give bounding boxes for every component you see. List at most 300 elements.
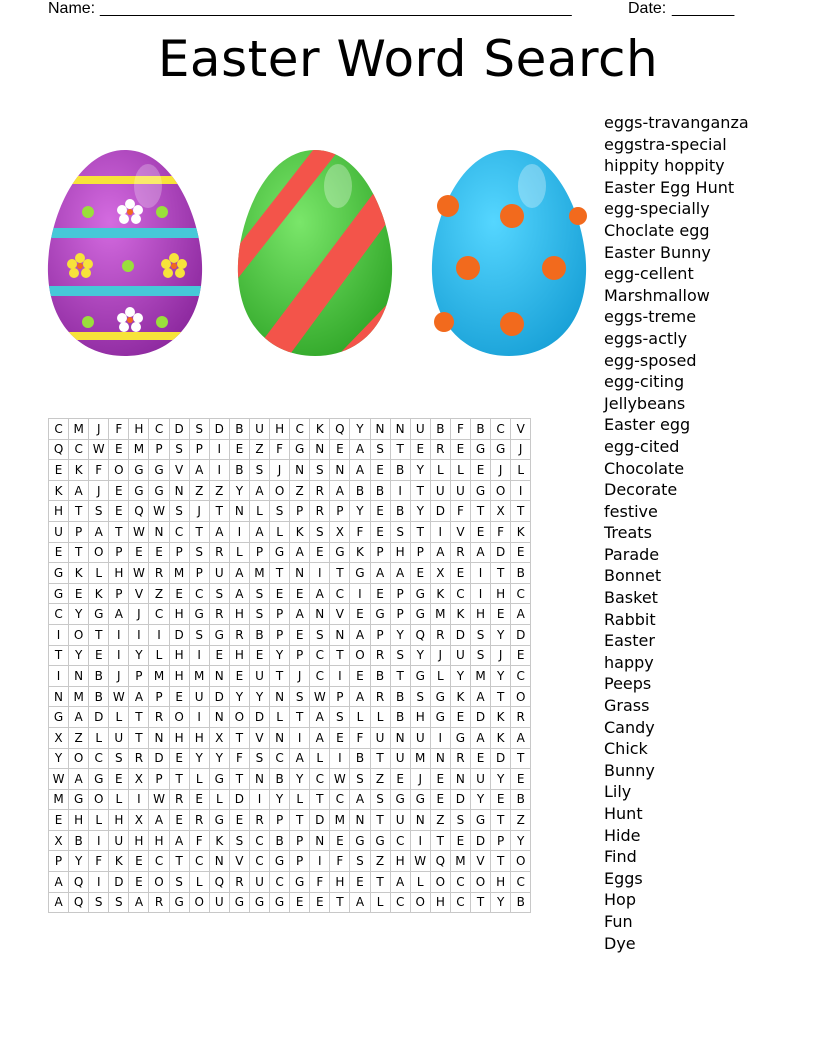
grid-cell[interactable]: K <box>49 480 69 501</box>
grid-cell[interactable]: M <box>330 810 350 831</box>
grid-cell[interactable]: D <box>89 707 109 728</box>
grid-cell[interactable]: E <box>330 439 350 460</box>
grid-cell[interactable]: E <box>129 542 149 563</box>
grid-cell[interactable]: O <box>410 892 430 913</box>
grid-cell[interactable]: E <box>410 563 430 584</box>
grid-cell[interactable]: Q <box>69 892 89 913</box>
grid-cell[interactable]: T <box>511 748 531 769</box>
grid-cell[interactable]: O <box>109 460 129 481</box>
grid-cell[interactable]: E <box>109 769 129 790</box>
grid-cell[interactable]: N <box>310 604 330 625</box>
grid-cell[interactable]: R <box>450 748 470 769</box>
grid-cell[interactable]: B <box>270 769 290 790</box>
grid-cell[interactable]: V <box>470 851 490 872</box>
grid-cell[interactable]: D <box>169 419 189 440</box>
grid-cell[interactable]: P <box>270 810 290 831</box>
grid-cell[interactable]: D <box>450 789 470 810</box>
grid-cell[interactable]: J <box>270 460 290 481</box>
grid-cell[interactable]: T <box>370 872 390 893</box>
grid-cell[interactable]: S <box>290 686 310 707</box>
grid-cell[interactable]: A <box>249 480 269 501</box>
grid-cell[interactable]: E <box>69 583 89 604</box>
grid-cell[interactable]: E <box>310 892 330 913</box>
grid-cell[interactable]: L <box>109 789 129 810</box>
grid-cell[interactable]: E <box>270 583 290 604</box>
grid-cell[interactable]: G <box>330 542 350 563</box>
grid-cell[interactable]: N <box>310 830 330 851</box>
grid-cell[interactable]: N <box>249 769 269 790</box>
grid-cell[interactable]: I <box>390 480 410 501</box>
grid-cell[interactable]: H <box>49 501 69 522</box>
grid-cell[interactable]: M <box>49 789 69 810</box>
grid-cell[interactable]: G <box>450 727 470 748</box>
grid-cell[interactable]: Y <box>350 501 370 522</box>
grid-cell[interactable]: H <box>330 872 350 893</box>
grid-cell[interactable]: N <box>49 686 69 707</box>
grid-cell[interactable]: Y <box>189 748 209 769</box>
grid-cell[interactable]: P <box>270 604 290 625</box>
grid-cell[interactable]: O <box>69 748 89 769</box>
grid-cell[interactable]: O <box>350 645 370 666</box>
grid-cell[interactable]: Y <box>69 645 89 666</box>
grid-cell[interactable]: D <box>470 707 490 728</box>
grid-cell[interactable]: E <box>370 521 390 542</box>
grid-cell[interactable]: G <box>350 830 370 851</box>
grid-cell[interactable]: P <box>69 521 89 542</box>
grid-cell[interactable]: G <box>249 892 269 913</box>
grid-cell[interactable]: H <box>169 604 189 625</box>
grid-cell[interactable]: M <box>69 686 89 707</box>
grid-cell[interactable]: R <box>209 604 229 625</box>
grid-cell[interactable]: I <box>430 521 450 542</box>
grid-cell[interactable]: C <box>450 892 470 913</box>
grid-cell[interactable]: K <box>290 521 310 542</box>
grid-cell[interactable]: I <box>209 460 229 481</box>
grid-cell[interactable]: F <box>229 748 249 769</box>
grid-cell[interactable]: W <box>149 789 169 810</box>
grid-cell[interactable]: E <box>290 892 310 913</box>
grid-cell[interactable]: L <box>450 460 470 481</box>
grid-cell[interactable]: R <box>149 707 169 728</box>
grid-cell[interactable]: T <box>390 666 410 687</box>
grid-cell[interactable]: V <box>330 604 350 625</box>
grid-cell[interactable]: S <box>350 769 370 790</box>
grid-cell[interactable]: A <box>470 542 490 563</box>
grid-cell[interactable]: Y <box>410 501 430 522</box>
grid-cell[interactable]: I <box>49 666 69 687</box>
grid-cell[interactable]: V <box>169 460 189 481</box>
grid-cell[interactable]: I <box>310 851 330 872</box>
grid-cell[interactable]: A <box>69 769 89 790</box>
grid-cell[interactable]: B <box>89 666 109 687</box>
grid-cell[interactable]: Y <box>209 748 229 769</box>
grid-cell[interactable]: L <box>511 460 531 481</box>
grid-cell[interactable]: G <box>129 480 149 501</box>
grid-cell[interactable]: D <box>310 810 330 831</box>
grid-cell[interactable]: S <box>169 872 189 893</box>
grid-cell[interactable]: E <box>511 769 531 790</box>
grid-cell[interactable]: E <box>470 460 490 481</box>
grid-cell[interactable]: K <box>109 851 129 872</box>
grid-cell[interactable]: G <box>149 460 169 481</box>
grid-cell[interactable]: A <box>350 789 370 810</box>
grid-cell[interactable]: E <box>169 748 189 769</box>
grid-cell[interactable]: N <box>450 769 470 790</box>
grid-cell[interactable]: C <box>330 789 350 810</box>
grid-cell[interactable]: T <box>109 521 129 542</box>
grid-cell[interactable]: N <box>330 460 350 481</box>
grid-cell[interactable]: A <box>209 521 229 542</box>
grid-cell[interactable]: D <box>491 748 511 769</box>
grid-cell[interactable]: E <box>430 789 450 810</box>
grid-cell[interactable]: E <box>511 645 531 666</box>
grid-cell[interactable]: Y <box>470 789 490 810</box>
grid-cell[interactable]: S <box>189 419 209 440</box>
grid-cell[interactable]: K <box>430 583 450 604</box>
grid-cell[interactable]: W <box>89 439 109 460</box>
grid-cell[interactable]: E <box>49 460 69 481</box>
grid-cell[interactable]: R <box>310 501 330 522</box>
grid-cell[interactable]: P <box>410 542 430 563</box>
grid-cell[interactable]: U <box>450 645 470 666</box>
grid-cell[interactable]: T <box>491 563 511 584</box>
grid-cell[interactable]: H <box>491 872 511 893</box>
grid-cell[interactable]: G <box>430 686 450 707</box>
grid-cell[interactable]: A <box>330 480 350 501</box>
grid-cell[interactable]: Y <box>270 789 290 810</box>
grid-cell[interactable]: A <box>310 707 330 728</box>
grid-cell[interactable]: J <box>290 666 310 687</box>
grid-cell[interactable]: T <box>89 624 109 645</box>
grid-cell[interactable]: K <box>69 563 89 584</box>
grid-cell[interactable]: E <box>89 645 109 666</box>
grid-cell[interactable]: P <box>49 851 69 872</box>
grid-cell[interactable]: O <box>270 480 290 501</box>
grid-cell[interactable]: P <box>149 686 169 707</box>
grid-cell[interactable]: C <box>330 583 350 604</box>
grid-cell[interactable]: G <box>430 707 450 728</box>
grid-cell[interactable]: H <box>109 810 129 831</box>
grid-cell[interactable]: P <box>290 851 310 872</box>
grid-cell[interactable]: Q <box>430 851 450 872</box>
grid-cell[interactable]: E <box>189 789 209 810</box>
grid-cell[interactable]: Z <box>209 480 229 501</box>
grid-cell[interactable]: U <box>49 521 69 542</box>
grid-cell[interactable]: G <box>491 439 511 460</box>
grid-cell[interactable]: N <box>410 810 430 831</box>
grid-cell[interactable]: G <box>470 480 490 501</box>
grid-cell[interactable]: T <box>511 501 531 522</box>
grid-cell[interactable]: C <box>270 748 290 769</box>
grid-cell[interactable]: P <box>129 666 149 687</box>
grid-cell[interactable]: C <box>310 645 330 666</box>
grid-cell[interactable]: B <box>511 789 531 810</box>
grid-cell[interactable]: T <box>209 501 229 522</box>
grid-cell[interactable]: B <box>370 480 390 501</box>
grid-cell[interactable]: C <box>511 666 531 687</box>
grid-cell[interactable]: X <box>491 501 511 522</box>
grid-cell[interactable]: P <box>491 830 511 851</box>
grid-cell[interactable]: I <box>290 727 310 748</box>
grid-cell[interactable]: E <box>511 542 531 563</box>
grid-cell[interactable]: H <box>109 563 129 584</box>
grid-cell[interactable]: A <box>430 542 450 563</box>
grid-cell[interactable]: U <box>209 563 229 584</box>
grid-cell[interactable]: T <box>69 501 89 522</box>
grid-cell[interactable]: Z <box>430 810 450 831</box>
grid-cell[interactable]: T <box>410 480 430 501</box>
grid-cell[interactable]: N <box>209 666 229 687</box>
grid-cell[interactable]: I <box>89 872 109 893</box>
grid-cell[interactable]: Y <box>129 645 149 666</box>
grid-cell[interactable]: Z <box>249 439 269 460</box>
grid-cell[interactable]: A <box>310 583 330 604</box>
grid-cell[interactable]: G <box>410 666 430 687</box>
grid-cell[interactable]: D <box>169 624 189 645</box>
grid-cell[interactable]: T <box>330 645 350 666</box>
grid-cell[interactable]: R <box>450 542 470 563</box>
grid-cell[interactable]: P <box>149 439 169 460</box>
grid-cell[interactable]: A <box>290 542 310 563</box>
grid-cell[interactable]: S <box>330 707 350 728</box>
grid-cell[interactable]: E <box>350 666 370 687</box>
grid-cell[interactable]: P <box>189 563 209 584</box>
grid-cell[interactable]: A <box>189 460 209 481</box>
grid-cell[interactable]: Z <box>511 810 531 831</box>
grid-cell[interactable]: I <box>189 707 209 728</box>
grid-cell[interactable]: E <box>249 645 269 666</box>
grid-cell[interactable]: S <box>370 789 390 810</box>
grid-cell[interactable]: O <box>69 624 89 645</box>
grid-cell[interactable]: W <box>109 686 129 707</box>
grid-cell[interactable]: Y <box>390 624 410 645</box>
grid-cell[interactable]: R <box>209 542 229 563</box>
grid-cell[interactable]: Z <box>290 480 310 501</box>
grid-cell[interactable]: X <box>49 830 69 851</box>
grid-cell[interactable]: E <box>49 810 69 831</box>
letter-grid[interactable] <box>48 418 531 913</box>
grid-cell[interactable]: M <box>149 666 169 687</box>
grid-cell[interactable]: M <box>410 748 430 769</box>
grid-cell[interactable]: E <box>491 604 511 625</box>
grid-cell[interactable]: L <box>249 501 269 522</box>
grid-cell[interactable]: N <box>69 666 89 687</box>
grid-cell[interactable]: T <box>229 727 249 748</box>
grid-cell[interactable]: P <box>330 686 350 707</box>
grid-cell[interactable]: O <box>511 851 531 872</box>
grid-cell[interactable]: P <box>370 542 390 563</box>
grid-cell[interactable]: L <box>89 727 109 748</box>
grid-cell[interactable]: H <box>470 604 490 625</box>
grid-cell[interactable]: Q <box>410 624 430 645</box>
grid-cell[interactable]: P <box>249 542 269 563</box>
grid-cell[interactable]: I <box>470 583 490 604</box>
grid-cell[interactable]: H <box>390 542 410 563</box>
grid-cell[interactable]: T <box>430 830 450 851</box>
grid-cell[interactable]: S <box>470 624 490 645</box>
grid-cell[interactable]: Y <box>49 748 69 769</box>
grid-cell[interactable]: O <box>89 789 109 810</box>
grid-cell[interactable]: K <box>69 460 89 481</box>
grid-cell[interactable]: N <box>229 501 249 522</box>
grid-cell[interactable]: B <box>390 460 410 481</box>
grid-cell[interactable]: Z <box>69 727 89 748</box>
grid-cell[interactable]: I <box>330 748 350 769</box>
grid-cell[interactable]: P <box>109 583 129 604</box>
grid-cell[interactable]: S <box>89 501 109 522</box>
grid-cell[interactable]: U <box>450 480 470 501</box>
grid-cell[interactable]: G <box>410 604 430 625</box>
grid-cell[interactable]: N <box>430 748 450 769</box>
grid-cell[interactable]: R <box>370 686 390 707</box>
grid-cell[interactable]: Y <box>511 830 531 851</box>
grid-cell[interactable]: T <box>69 542 89 563</box>
grid-cell[interactable]: T <box>410 521 430 542</box>
grid-cell[interactable]: F <box>310 872 330 893</box>
grid-cell[interactable]: O <box>89 542 109 563</box>
grid-cell[interactable]: J <box>491 645 511 666</box>
grid-cell[interactable]: A <box>69 480 89 501</box>
grid-cell[interactable]: A <box>169 830 189 851</box>
grid-cell[interactable]: T <box>491 686 511 707</box>
grid-cell[interactable]: U <box>410 727 430 748</box>
grid-cell[interactable]: U <box>390 748 410 769</box>
grid-cell[interactable]: A <box>390 563 410 584</box>
grid-cell[interactable]: C <box>49 604 69 625</box>
grid-cell[interactable]: C <box>69 439 89 460</box>
grid-cell[interactable]: N <box>330 624 350 645</box>
grid-cell[interactable]: O <box>169 707 189 728</box>
grid-cell[interactable]: E <box>229 810 249 831</box>
grid-cell[interactable]: A <box>290 748 310 769</box>
grid-cell[interactable]: U <box>109 727 129 748</box>
grid-cell[interactable]: N <box>149 727 169 748</box>
grid-cell[interactable]: D <box>491 542 511 563</box>
grid-cell[interactable]: E <box>430 769 450 790</box>
grid-cell[interactable]: G <box>189 604 209 625</box>
grid-cell[interactable]: I <box>511 480 531 501</box>
grid-cell[interactable]: U <box>410 419 430 440</box>
grid-cell[interactable]: K <box>450 686 470 707</box>
grid-cell[interactable]: S <box>450 810 470 831</box>
grid-cell[interactable]: F <box>89 851 109 872</box>
grid-cell[interactable]: L <box>290 789 310 810</box>
grid-cell[interactable]: H <box>430 892 450 913</box>
grid-cell[interactable]: T <box>129 727 149 748</box>
grid-cell[interactable]: O <box>470 872 490 893</box>
grid-cell[interactable]: X <box>49 727 69 748</box>
grid-cell[interactable]: E <box>350 872 370 893</box>
grid-cell[interactable]: Z <box>189 480 209 501</box>
grid-cell[interactable]: S <box>350 851 370 872</box>
grid-cell[interactable]: E <box>390 769 410 790</box>
grid-cell[interactable]: L <box>430 666 450 687</box>
grid-cell[interactable]: C <box>511 872 531 893</box>
grid-cell[interactable]: M <box>470 666 490 687</box>
grid-cell[interactable]: B <box>270 830 290 851</box>
grid-cell[interactable]: P <box>149 769 169 790</box>
grid-cell[interactable]: T <box>129 707 149 728</box>
grid-cell[interactable]: J <box>491 460 511 481</box>
grid-cell[interactable]: N <box>290 460 310 481</box>
grid-cell[interactable]: L <box>370 707 390 728</box>
grid-cell[interactable]: D <box>149 748 169 769</box>
grid-cell[interactable]: G <box>390 789 410 810</box>
grid-cell[interactable]: G <box>169 892 189 913</box>
grid-cell[interactable]: N <box>350 810 370 831</box>
grid-cell[interactable]: B <box>229 419 249 440</box>
grid-cell[interactable]: L <box>89 563 109 584</box>
grid-cell[interactable]: L <box>310 748 330 769</box>
grid-cell[interactable]: K <box>89 583 109 604</box>
grid-cell[interactable]: E <box>410 439 430 460</box>
grid-cell[interactable]: E <box>491 789 511 810</box>
grid-cell[interactable]: S <box>249 583 269 604</box>
grid-cell[interactable]: C <box>89 748 109 769</box>
grid-cell[interactable]: F <box>350 521 370 542</box>
grid-cell[interactable]: I <box>249 789 269 810</box>
grid-cell[interactable]: E <box>450 707 470 728</box>
grid-cell[interactable]: M <box>69 419 89 440</box>
grid-cell[interactable]: Z <box>370 851 390 872</box>
grid-cell[interactable]: B <box>69 830 89 851</box>
grid-cell[interactable]: C <box>511 583 531 604</box>
grid-cell[interactable]: I <box>129 624 149 645</box>
grid-cell[interactable]: E <box>129 851 149 872</box>
grid-cell[interactable]: R <box>310 480 330 501</box>
grid-cell[interactable]: T <box>330 563 350 584</box>
grid-cell[interactable]: N <box>310 439 330 460</box>
grid-cell[interactable]: C <box>450 583 470 604</box>
grid-cell[interactable]: G <box>89 769 109 790</box>
grid-cell[interactable]: T <box>310 789 330 810</box>
grid-cell[interactable]: Y <box>491 666 511 687</box>
grid-cell[interactable]: Q <box>330 419 350 440</box>
grid-cell[interactable]: N <box>169 480 189 501</box>
grid-cell[interactable]: Y <box>450 666 470 687</box>
grid-cell[interactable]: S <box>370 439 390 460</box>
grid-cell[interactable]: Y <box>69 851 89 872</box>
grid-cell[interactable]: F <box>109 419 129 440</box>
grid-cell[interactable]: C <box>491 419 511 440</box>
grid-cell[interactable]: R <box>149 892 169 913</box>
grid-cell[interactable]: H <box>69 810 89 831</box>
grid-cell[interactable]: D <box>430 501 450 522</box>
grid-cell[interactable]: S <box>390 645 410 666</box>
grid-cell[interactable]: T <box>491 851 511 872</box>
grid-cell[interactable]: I <box>109 624 129 645</box>
grid-cell[interactable]: H <box>129 830 149 851</box>
grid-cell[interactable]: O <box>430 872 450 893</box>
grid-cell[interactable]: R <box>430 624 450 645</box>
grid-cell[interactable]: A <box>350 624 370 645</box>
grid-cell[interactable]: L <box>109 707 129 728</box>
grid-cell[interactable]: R <box>511 707 531 728</box>
grid-cell[interactable]: U <box>370 727 390 748</box>
grid-cell[interactable]: E <box>290 583 310 604</box>
grid-cell[interactable]: S <box>189 542 209 563</box>
grid-cell[interactable]: W <box>330 769 350 790</box>
grid-cell[interactable]: L <box>209 789 229 810</box>
grid-cell[interactable]: G <box>69 789 89 810</box>
grid-cell[interactable]: J <box>511 439 531 460</box>
grid-cell[interactable]: N <box>209 851 229 872</box>
grid-cell[interactable]: P <box>270 624 290 645</box>
grid-cell[interactable]: C <box>149 604 169 625</box>
grid-cell[interactable]: T <box>270 666 290 687</box>
grid-cell[interactable]: E <box>450 563 470 584</box>
grid-cell[interactable]: G <box>229 892 249 913</box>
